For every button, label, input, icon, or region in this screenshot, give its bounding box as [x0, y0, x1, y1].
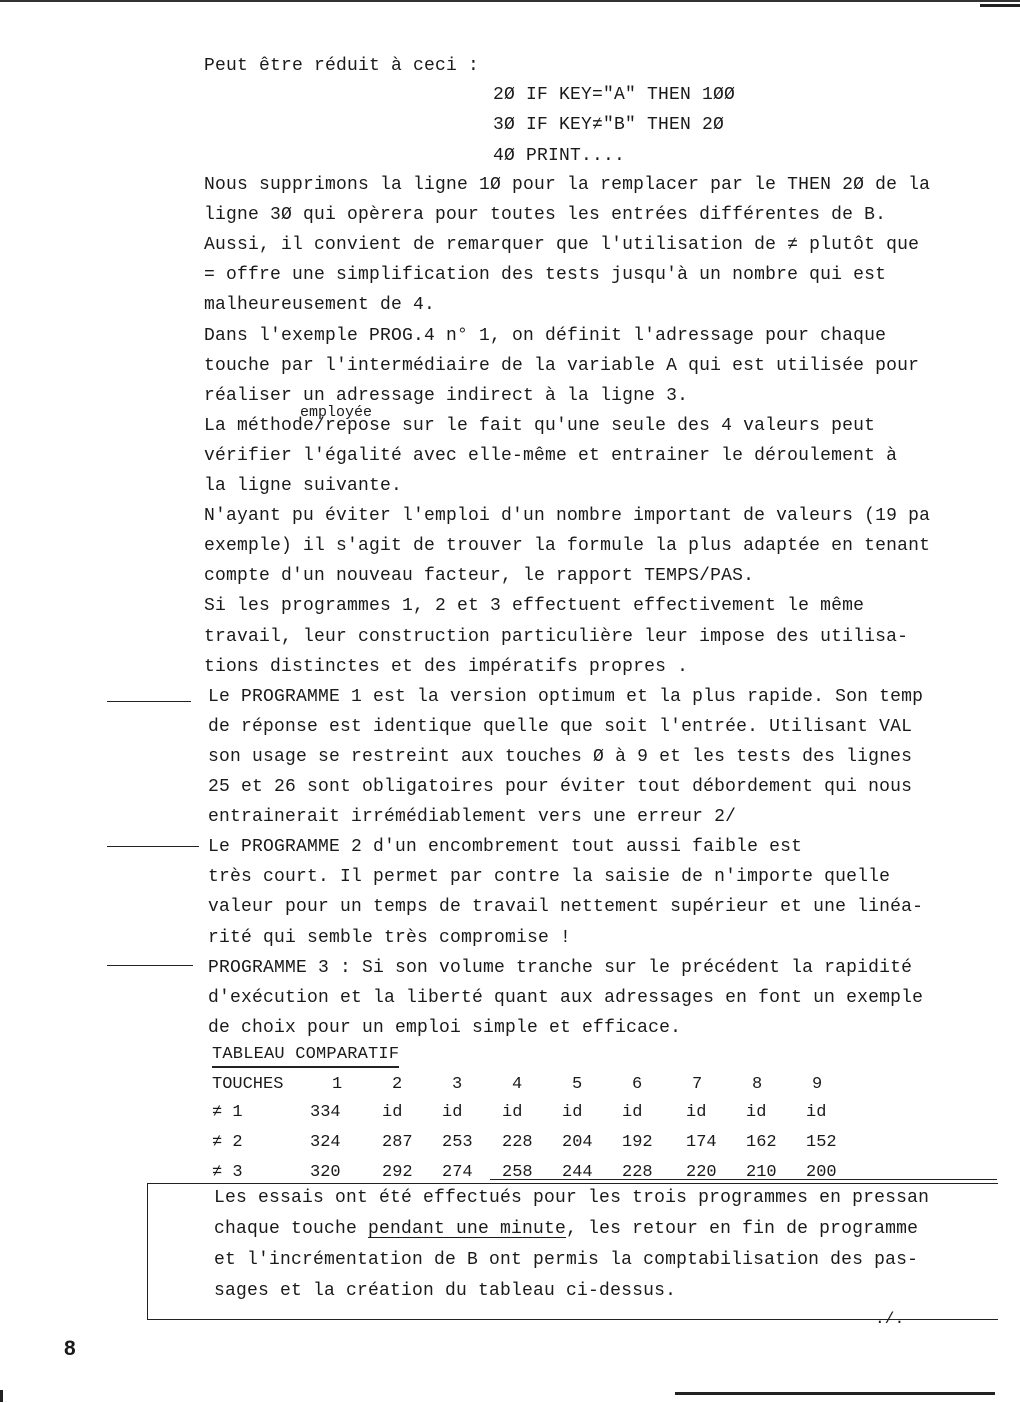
body-line: ligne 3Ø qui opèrera pour toutes les entrées différentes de B.: [204, 205, 887, 225]
body-line: très court. Il permet par contre la saisie de n'importe quelle: [208, 867, 891, 887]
body-line: N'ayant pu éviter l'emploi d'un nombre important de valeurs (19 pa: [204, 506, 931, 526]
table-column-header: 8: [752, 1075, 763, 1094]
note-line: [214, 1188, 929, 1208]
body-line: La méthode/repose sur le fait qu'une seule des 4 valeurs peut: [204, 416, 876, 436]
body-line: malheureusement de 4.: [204, 295, 436, 315]
table-cell: 334: [310, 1103, 341, 1122]
table-cell: id: [746, 1103, 767, 1122]
note-underlined: pendant une minute: [368, 1219, 567, 1239]
note-before: Les essais ont été effectués pour les trois programmes en pressan: [214, 1188, 930, 1208]
body-line: Le PROGRAMME 1 est la version optimum et la plus rapide. Son temp: [208, 687, 924, 707]
body-line: son usage se restreint aux touches Ø à 9 et les tests des lignes: [208, 747, 913, 767]
table-column-header: 7: [692, 1075, 703, 1094]
scan-top-edge: [0, 0, 1020, 2]
body-line: d'exécution et la liberté quant aux adressages en font un exemple: [208, 988, 924, 1008]
table-title: TABLEAU COMPARATIF: [212, 1045, 399, 1068]
note-line: [214, 1219, 918, 1239]
table-cell: id: [382, 1103, 403, 1122]
body-line: valeur pour un temps de travail nettement supérieur et une linéa-: [208, 897, 924, 917]
body-line: Aussi, il convient de remarquer que l'utilisation de ≠ plutôt que: [204, 235, 920, 255]
table-cell: 292: [382, 1163, 413, 1182]
body-line: rité qui semble très compromise !: [208, 928, 572, 948]
table-column-header: 4: [512, 1075, 523, 1094]
table-cell: 192: [622, 1133, 653, 1152]
table-cell: id: [686, 1103, 707, 1122]
table-cell: 253: [442, 1133, 473, 1152]
table-cell: 287: [382, 1133, 413, 1152]
table-bottom-rule: [490, 1179, 997, 1180]
code-line: 4Ø PRINT....: [493, 146, 626, 166]
body-line: Si les programmes 1, 2 et 3 effectuent effectivement le même: [204, 596, 865, 616]
table-column-header: 6: [632, 1075, 643, 1094]
note-line: [214, 1250, 918, 1270]
body-line: de réponse est identique quelle que soit l'entrée. Utilisant VAL: [208, 717, 913, 737]
table-cell: id: [622, 1103, 643, 1122]
scan-bottom-mark: [0, 1390, 3, 1402]
body-line: exemple) il s'agit de trouver la formule la plus adaptée en tenant: [204, 536, 931, 556]
table-cell: 258: [502, 1163, 533, 1182]
table-cell: id: [502, 1103, 523, 1122]
body-line: 25 et 26 sont obligatoires pour éviter tout débordement qui nous: [208, 777, 913, 797]
code-line: 3Ø IF KEY≠"B" THEN 2Ø: [493, 115, 725, 135]
body-line: Dans l'exemple PROG.4 n° 1, on définit l'adressage pour chaque: [204, 326, 887, 346]
scan-bottom-edge: [675, 1392, 995, 1395]
page-number: 8: [64, 1337, 76, 1360]
margin-rule: [107, 965, 193, 966]
note-after: , les retour en fin de programme: [566, 1219, 919, 1239]
body-line: Le PROGRAMME 2 d'un encombrement tout aussi faible est: [208, 837, 803, 857]
table-row-label: ≠ 1: [212, 1103, 243, 1122]
table-cell: 324: [310, 1133, 341, 1152]
table-cell: 162: [746, 1133, 777, 1152]
table-cell: 228: [622, 1163, 653, 1182]
table-cell: 220: [686, 1163, 717, 1182]
body-line: entrainerait irrémédiablement vers une erreur 2/: [208, 807, 737, 827]
table-cell: 274: [442, 1163, 473, 1182]
table-column-header: 9: [812, 1075, 823, 1094]
body-line: vérifier l'égalité avec elle-même et entrainer le déroulement à: [204, 446, 898, 466]
table-column-header: 2: [392, 1075, 403, 1094]
table-cell: 200: [806, 1163, 837, 1182]
table-cell: id: [442, 1103, 463, 1122]
handwritten-insertion: employée: [300, 404, 373, 421]
table-cell: 174: [686, 1133, 717, 1152]
margin-rule: [107, 701, 191, 702]
body-line: touche par l'intermédiaire de la variable A qui est utilisée pour: [204, 356, 920, 376]
body-line: de choix pour un emploi simple et efficace.: [208, 1018, 682, 1038]
table-cell: id: [806, 1103, 827, 1122]
body-line: PROGRAMME 3 : Si son volume tranche sur le précédent la rapidité: [208, 958, 913, 978]
table-column-header: 5: [572, 1075, 583, 1094]
note-before: et l'incrémentation de B ont permis la comptabilisation des pas-: [214, 1250, 919, 1270]
table-column-header: 3: [452, 1075, 463, 1094]
body-line: Nous supprimons la ligne 1Ø pour la remplacer par le THEN 2Ø de la: [204, 175, 931, 195]
margin-rule: [107, 846, 199, 847]
body-line: = offre une simplification des tests jusqu'à un nombre qui est: [204, 265, 887, 285]
table-cell: 152: [806, 1133, 837, 1152]
body-line: réaliser un adressage indirect à la ligne 3.: [204, 386, 689, 406]
continuation-mark: ./.: [875, 1310, 905, 1328]
code-line: 2Ø IF KEY="A" THEN 1ØØ: [493, 85, 736, 105]
body-line: travail, leur construction particulière leur impose des utilisa-: [204, 627, 909, 647]
table-header-label: TOUCHES: [212, 1075, 284, 1094]
table-row-label: ≠ 2: [212, 1133, 243, 1152]
note-before: chaque touche: [214, 1219, 369, 1239]
intro-line: Peut être réduit à ceci :: [204, 56, 480, 76]
table-cell: 210: [746, 1163, 777, 1182]
scan-top-mark: [980, 4, 1020, 7]
note-before: sages et la création du tableau ci-dessus.: [214, 1281, 677, 1301]
table-cell: id: [562, 1103, 583, 1122]
body-line: tions distinctes et des impératifs propres .: [204, 657, 689, 677]
table-cell: 320: [310, 1163, 341, 1182]
body-line: compte d'un nouveau facteur, le rapport TEMPS/PAS.: [204, 566, 755, 586]
body-line: la ligne suivante.: [204, 476, 403, 496]
table-row-label: ≠ 3: [212, 1163, 243, 1182]
table-cell: 228: [502, 1133, 533, 1152]
table-cell: 204: [562, 1133, 593, 1152]
note-line: [214, 1281, 676, 1301]
table-column-header: 1: [332, 1075, 343, 1094]
table-cell: 244: [562, 1163, 593, 1182]
